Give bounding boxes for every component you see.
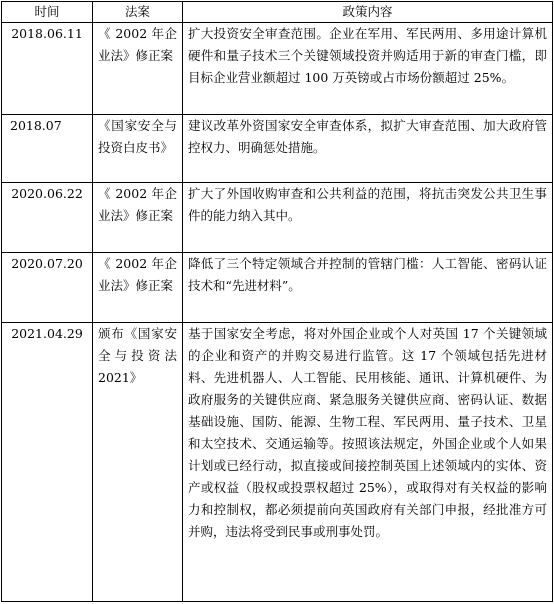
header-date: 时间 <box>2 2 93 23</box>
row-content: 建议改革外资国家安全审查体系，拟扩大审查范围、加大政府管控权力、明确惩处措施。 <box>183 115 553 183</box>
table-row <box>2 323 553 602</box>
table-row <box>2 183 553 253</box>
row-law: 颁布《国家安全与投资法 2021》 <box>93 323 183 602</box>
row-law: 《国家安全与投资白皮书》 <box>93 115 183 183</box>
table-row <box>2 23 553 115</box>
row-content: 基于国家安全考虑，将对外国企业或个人对英国 17 个关键领域的企业和资产的并购交易进行监管。这 17 个领域包括先进材料、先进机器人、人工智能、民用核能、通讯、计算机硬件、为政府服务的关键供应商、紧急服务关键供应商、密码认证、数据基础设施、国防、能源、生物工程、军民两用、量子技术、卫星和太空技术、交通运输等。按照该法规定，外国企业或个人如果计划或已经行动，拟直接或间接控制英国上述领域内的实体、资产或权益（股权或投票权超过 25%），或取得对有关权益的影响力和控制权，都必须提前向英国政府有关部门申报，经批准方可并购，违法将受到民事或刑事处罚。 <box>183 323 553 602</box>
table-row <box>2 115 553 183</box>
table-header-row <box>2 2 553 23</box>
row-law: 《 2002 年企业法》修正案 <box>93 183 183 253</box>
row-date: 2020.06.22 <box>2 183 93 253</box>
row-law: 《 2002 年企业法》修正案 <box>93 253 183 323</box>
policy-table <box>1 1 553 602</box>
row-date: 2020.07.20 <box>2 253 93 323</box>
row-date: 2021.04.29 <box>2 323 93 602</box>
row-law: 《 2002 年企业法》修正案 <box>93 23 183 115</box>
row-date: 2018.06.11 <box>2 23 93 115</box>
header-content: 政策内容 <box>183 2 553 23</box>
row-content: 扩大投资安全审查范围。企业在军用、军民两用、多用途计算机硬件和量子技术三个关键领域投资并购适用于新的审查门槛，即目标企业营业额超过 100 万英镑或占市场份额超过 25%。 <box>183 23 553 115</box>
row-content: 扩大了外国收购审查和公共利益的范围，将抗击突发公共卫生事件的能力纳入其中。 <box>183 183 553 253</box>
table-row <box>2 253 553 323</box>
header-law: 法案 <box>93 2 183 23</box>
row-content: 降低了三个特定领域合并控制的管辖门槛：人工智能、密码认证技术和“先进材料”。 <box>183 253 553 323</box>
row-date: 2018.07 <box>2 115 93 183</box>
